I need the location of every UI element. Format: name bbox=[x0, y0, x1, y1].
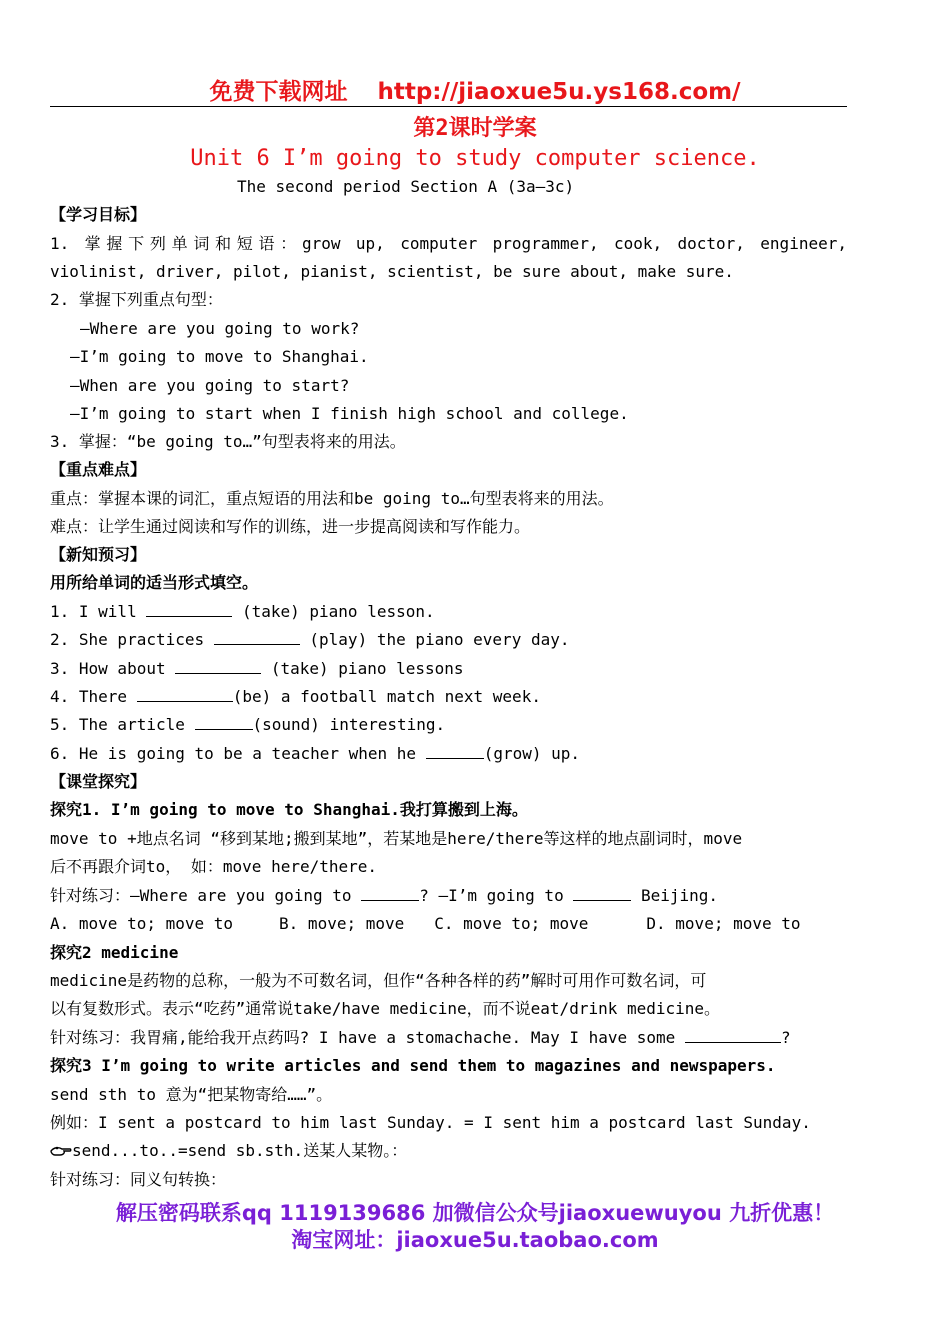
preview-question-6: 6. He is going to be a teacher when he (grow) up. bbox=[50, 744, 581, 763]
explore-3-example: 例如：I sent a postcard to him last Sunday. = I sent him a postcard last Sunday. bbox=[50, 1113, 811, 1132]
keypoints-key: 重点：掌握本课的词汇，重点短语的用法和be going to…句型表将来的用法。 bbox=[50, 489, 614, 508]
goals-sentence-3: —When are you going to start? bbox=[70, 376, 350, 395]
answer-blank[interactable] bbox=[175, 659, 261, 674]
answer-blank[interactable] bbox=[146, 602, 232, 617]
goals-item1-line2: violinist, driver, pilot, pianist, scientist, be sure about, make sure. bbox=[50, 262, 734, 281]
explore-1-options bbox=[50, 913, 801, 935]
period-title: The second period Section A (3a—3c) bbox=[237, 177, 575, 196]
goals-sentence-4: —I’m going to start when I finish high school and college. bbox=[70, 404, 629, 423]
lesson-title: 第2课时学案 bbox=[413, 116, 537, 141]
preview-question-4: 4. There (be) a football match next week. bbox=[50, 687, 541, 706]
answer-blank[interactable] bbox=[685, 1028, 781, 1043]
explore-1-line1: move to +地点名词 “移到某地;搬到某地”，若某地是here/there等这样的地点副词时，move bbox=[50, 829, 743, 848]
explore-2-line1: medicine是药物的总称，一般为不可数名词，但作“各种各样的药”解时可用作可数名词，可 bbox=[50, 971, 707, 990]
explore-1-practice: 针对练习：—Where are you going to ? —I’m going to Beijing. bbox=[50, 886, 719, 905]
header-divider bbox=[50, 106, 847, 107]
answer-blank[interactable] bbox=[137, 687, 233, 702]
keypoints-heading: 【重点难点】 bbox=[50, 460, 147, 479]
explore-1-title: 探究1. I’m going to move to Shanghai.我打算搬到上海。 bbox=[50, 800, 528, 819]
explore-2-practice: 针对练习：我胃痛,能给我开点药吗? I have a stomachache. May I have some ? bbox=[50, 1028, 791, 1047]
answer-blank[interactable] bbox=[214, 630, 300, 645]
explore-2-line2: 以有复数形式。表示“吃药”通常说take/have medicine，而不说eat/drink medicine。 bbox=[50, 999, 721, 1018]
pointing-hand-icon bbox=[50, 1143, 72, 1157]
answer-blank[interactable] bbox=[195, 715, 253, 730]
answer-blank[interactable] bbox=[573, 886, 631, 901]
keypoints-difficult: 难点：让学生通过阅读和写作的训练，进一步提高阅读和写作能力。 bbox=[50, 517, 531, 536]
option-a[interactable]: A. move to; move to bbox=[50, 914, 234, 933]
download-label: 免费下载网址 bbox=[209, 79, 348, 105]
explore-3-practice: 针对练习：同义句转换： bbox=[50, 1170, 227, 1189]
preview-question-1: 1. I will (take) piano lesson. bbox=[50, 602, 435, 621]
footer-contact: 解压密码联系qq 1119139686 加微信公众号jiaoxuewuyou 九折优惠！ bbox=[115, 1201, 835, 1225]
preview-heading: 【新知预习】 bbox=[50, 545, 147, 564]
download-url[interactable]: http://jiaoxue5u.ys168.com/ bbox=[377, 79, 741, 105]
goals-item1-line1: 1. 掌握下列单词和短语：grow up, computer programmer, cook, doctor, engineer, bbox=[50, 234, 847, 253]
option-c[interactable]: C. move to; move bbox=[434, 914, 589, 933]
goals-item3: 3. 掌握：“be going to…”句型表将来的用法。 bbox=[50, 432, 406, 451]
preview-question-3: 3. How about (take) piano lessons bbox=[50, 659, 464, 678]
preview-question-5: 5. The article (sound) interesting. bbox=[50, 715, 446, 734]
preview-instruction: 用所给单词的适当形式填空。 bbox=[50, 573, 259, 592]
explore-2-title: 探究2 medicine bbox=[50, 943, 179, 962]
option-b[interactable]: B. move; move bbox=[279, 914, 405, 933]
explore-3-title: 探究3 I’m going to write articles and send them to magazines and newspapers. bbox=[50, 1056, 776, 1075]
explore-3-note: send...to..=send sb.sth.送某人某物。： bbox=[50, 1140, 407, 1162]
footer-taobao[interactable]: 淘宝网址：jiaoxue5u.taobao.com bbox=[291, 1228, 659, 1252]
explore-1-line2: 后不再跟介词to， 如：move here/there. bbox=[50, 857, 378, 876]
goals-item2: 2. 掌握下列重点句型： bbox=[50, 290, 223, 309]
explore-heading: 【课堂探究】 bbox=[50, 772, 147, 791]
goals-sentence-1: —Where are you going to work? bbox=[80, 319, 360, 338]
goals-heading: 【学习目标】 bbox=[50, 205, 147, 224]
header-banner bbox=[0, 78, 950, 106]
option-d[interactable]: D. move; move to bbox=[646, 914, 801, 933]
explore-3-line1: send sth to 意为“把某物寄给……”。 bbox=[50, 1085, 333, 1104]
preview-question-2: 2. She practices (play) the piano every day. bbox=[50, 630, 570, 649]
goals-sentence-2: —I’m going to move to Shanghai. bbox=[70, 347, 369, 366]
unit-title: Unit 6 I’m going to study computer science. bbox=[190, 146, 760, 171]
answer-blank[interactable] bbox=[361, 886, 419, 901]
answer-blank[interactable] bbox=[426, 744, 484, 759]
